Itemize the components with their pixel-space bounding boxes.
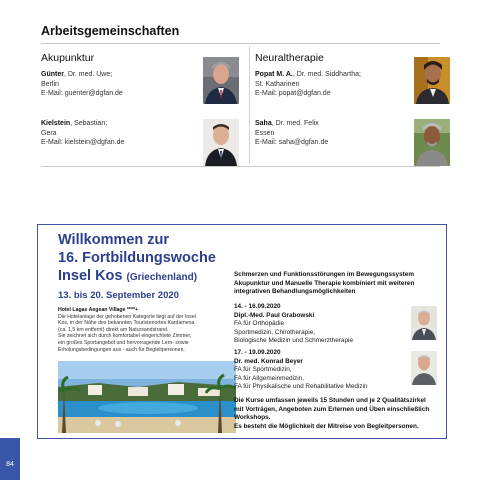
topic-line: Schmerzen und Funktionsstörungen im Bewegungssystem (234, 271, 415, 278)
hotel-line: Sie zeichnet sich durch komfortabel eingerichtete Zimmer, (58, 333, 192, 340)
hotel-line: Erholungsbedingungen aus - auch für Begleitpersonen. (58, 346, 185, 353)
course-date: 17. - 19.09.2020 (234, 349, 281, 356)
title-divider (41, 43, 440, 44)
ad-heading-line1: Willkommen zur (58, 232, 170, 248)
course-line: Biologische Medizin und Schmerztherapie (234, 337, 354, 345)
person-email[interactable]: E-Mail: saha@dgfan.de (255, 139, 329, 147)
course-line: FA für Orthopädie (234, 320, 285, 328)
ad-country: (Griechenland) (126, 272, 198, 283)
course-line: FA für Physikalische und Rehabilitative Medizin (234, 383, 368, 391)
person-name: Günter (41, 71, 64, 78)
photo-saha (414, 119, 450, 166)
photo-grabowski (411, 306, 437, 340)
course-2 (234, 349, 439, 392)
person-city: Essen (255, 129, 275, 137)
course-date: 14. - 16.09.2020 (234, 303, 281, 310)
person-name: Saha (255, 120, 272, 127)
info-line: Die Kurse umfassen jeweils 15 Stunden und je 2 Qualitätszirkel (234, 397, 426, 404)
section-akupunktur: Akupunktur (41, 52, 95, 64)
photo-popat (414, 57, 450, 104)
hotel-name: Hotel Lagas Aegean Village ****+ (58, 307, 139, 313)
hotel-line: ein großes Sportangebot und hervorragende Lern- sowie (58, 339, 189, 346)
person-city: Berlin (41, 80, 59, 88)
course-1 (234, 303, 439, 346)
page-number: 84 (0, 438, 20, 480)
ad-dates: 13. bis 20. September 2020 (58, 290, 179, 301)
course-instructor: Dr. med. Konrad Beyer (234, 357, 303, 365)
section-divider (41, 166, 440, 167)
person-title: , Dr. med. Felix (271, 120, 319, 127)
hotel-description (58, 307, 236, 353)
person-popat (255, 70, 361, 99)
person-city: Gera (41, 129, 57, 137)
person-city: St. Katharinen (255, 80, 300, 88)
course-topic (234, 271, 439, 297)
person-email[interactable]: E-Mail: guenter@dgfan.de (41, 90, 123, 98)
person-email[interactable]: E-Mail: popat@dgfan.de (255, 90, 331, 98)
ad-heading-line2: 16. Fortbildungswoche (58, 250, 216, 266)
hotel-line: Die Hotelanlage der gehobenen Kategorie liegt auf der Insel (58, 313, 196, 320)
person-title: , Sebastian; (70, 120, 108, 127)
ad-heading-line3 (58, 268, 197, 284)
person-saha (255, 119, 328, 148)
course-line: FA für Allgemeinmedizin, (234, 374, 304, 382)
course-instructor: Dipl.-Med. Paul Grabowski (234, 311, 315, 319)
hotel-photo (58, 361, 236, 433)
event-advertisement (37, 224, 447, 439)
info-line: Es besteht die Möglichkeit der Mitreise von Begleitpersonen. (234, 422, 419, 430)
photo-guenter (203, 57, 239, 104)
course-info (234, 397, 444, 431)
topic-line: Akupunktur und Manuelle Therapie kombiniert mit weiteren (234, 279, 415, 287)
topic-line: integrativen Behandlungsmöglichkeiten (234, 288, 356, 296)
photo-beyer (411, 351, 437, 385)
person-title: , Dr. med. Siddhartha; (292, 71, 361, 78)
person-email[interactable]: E-Mail: kielstein@dgfan.de (41, 139, 125, 147)
info-line: mit Vorträgen, Angeboten zum Erlernen und Üben einschließlich (234, 405, 430, 413)
page-title: Arbeitsgemeinschaften (41, 24, 180, 38)
person-name: Kielstein (41, 120, 71, 127)
person-kielstein (41, 119, 124, 148)
person-guenter (41, 70, 123, 99)
course-line: Sportmedizin, Chirotherapie, (234, 328, 315, 336)
hotel-line: (ca. 1,5 km entfernt) direkt am Natursandstrand. (58, 326, 169, 333)
column-divider (249, 46, 250, 164)
info-line: Workshops. (234, 414, 271, 422)
section-neuraltherapie: Neuraltherapie (255, 52, 324, 64)
hotel-line: Kos, in der Nähe des bekannten Touristenortes Kardamena (58, 320, 195, 327)
person-name: Popat M. A. (255, 71, 293, 78)
person-title: , Dr. med. Uwe; (63, 71, 113, 78)
course-line: FA für Sportmedizin, (234, 366, 292, 374)
photo-kielstein (203, 119, 239, 166)
ad-location: Insel Kos (58, 268, 123, 284)
